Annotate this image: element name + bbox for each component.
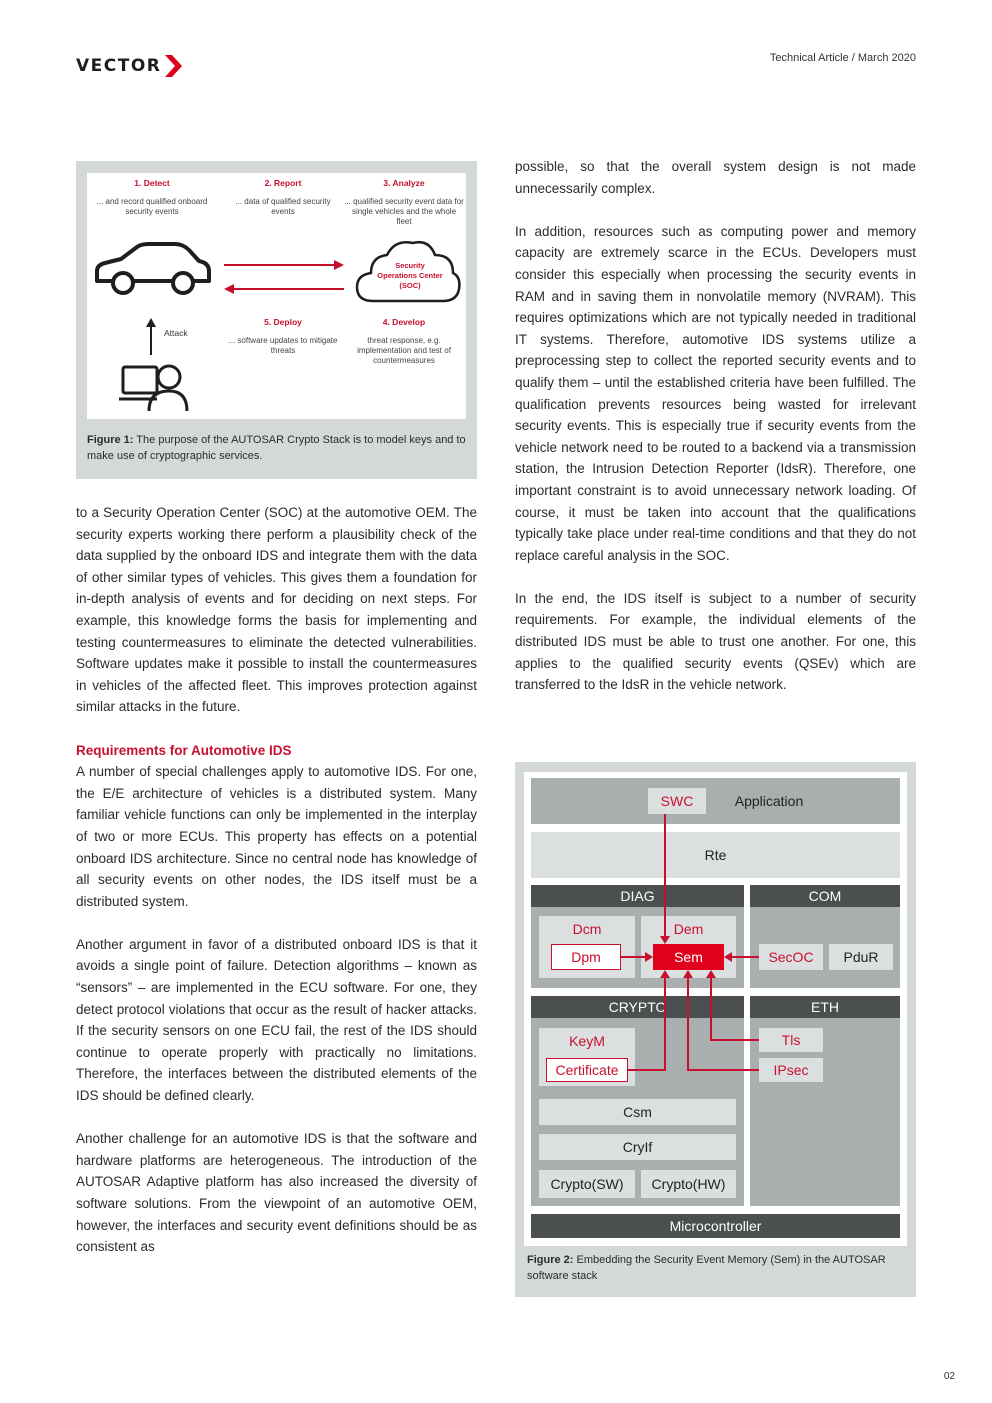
- diag-header: DIAG: [531, 885, 744, 907]
- vector-logo: [76, 54, 183, 78]
- certificate-block: Certificate: [546, 1058, 628, 1082]
- autosar-stack-diagram: [524, 772, 907, 1246]
- step-detect-title: 1. Detect: [134, 178, 170, 188]
- figure-2: [515, 762, 916, 1297]
- ipsec-block: IPsec: [759, 1058, 823, 1082]
- left-column: [76, 502, 477, 1258]
- figure-2-caption-text: Embedding the Security Event Memory (Sem) in the AUTOSAR software stack: [527, 1254, 886, 1282]
- cryif-block: CryIf: [539, 1134, 736, 1160]
- logo-arrow-icon: [163, 54, 183, 78]
- left-paragraph-1: to a Security Operation Center (SOC) at the automotive OEM. The security experts working there perform a plausibility check of the data supplied by the onboard IDS and integrate them with the data of other similar types of vehicles. This gives them a foundation for in-depth analysis of events and for deciding on next steps. For example, this knowledge forms the basis for implementing and testing countermeasures to eliminate the detected vulnerabilities. Software updates make it possible to install the countermeasures in vehicles of the affected fleet. This improves protection against similar attacks in the future.: [76, 505, 477, 715]
- figure-1-caption: [87, 432, 466, 464]
- secoc-block: SecOC: [759, 944, 823, 970]
- article-info: Technical Article / March 2020: [769, 52, 916, 64]
- rte-block: Rte: [531, 832, 900, 878]
- report-arrow-icon: [222, 259, 346, 271]
- attack-label: Attack: [164, 328, 188, 338]
- left-paragraph-3: Another argument in favor of a distributed onboard IDS is that it avoids a single point of failure. Detection algorithms – known as “sensors” – are implemented in the ECU software. For one, they detect protocol violations that occur as the result of hacker attacks. If the security sensors on one ECU fail, the rest of the IDS should continue to operate properly with practically no limitations. Therefore, the interfaces between the distributed elements of the IDS should be defined clearly.: [76, 936, 477, 1104]
- right-column: [515, 156, 916, 696]
- figure-2-caption: [527, 1252, 897, 1284]
- step-develop-title: 4. Develop: [382, 317, 426, 327]
- step-develop-desc: threat response, e.g. implementation and test of countermeasures: [357, 336, 451, 365]
- left-paragraph-2: A number of special challenges apply to automotive IDS. For one, the E/E architecture of vehicles is a distributed system. Many familiar vehicle functions can only be implemented in the interplay of two or more ECUs. This property has effects on a potential onboard IDS architecture. Since no central node has knowledge of all security events on other nodes, the IDS itself must be a distributed system.: [76, 764, 477, 909]
- soc-label: Security Operations Center (SOC): [377, 261, 443, 290]
- crypto-sw-block: Crypto(SW): [539, 1170, 635, 1198]
- com-header: COM: [750, 885, 900, 907]
- figure-1-caption-label: Figure 1:: [87, 434, 134, 446]
- attack-arrow-icon: [145, 317, 157, 357]
- step-deploy-desc: ... software updates to mitigate threats: [228, 336, 338, 355]
- pdur-block: PduR: [829, 944, 893, 970]
- step-report-desc: ... data of qualified security events: [235, 197, 331, 216]
- dem-label: Dem: [673, 921, 704, 937]
- deploy-arrow-icon: [222, 283, 346, 295]
- eth-header: ETH: [750, 996, 900, 1018]
- step-report-title: 2. Report: [264, 178, 302, 188]
- figure-1-diagram: [87, 173, 466, 419]
- figure-2-caption-label: Figure 2:: [527, 1254, 574, 1266]
- right-paragraph-2: In addition, resources such as computing power and memory capacity are extremely scarce in the ECUs. Developers must consider this especially when processing the security events in RAM and in saving them in nonvolatile memory (NVRAM). This requires optimizations which are not typically needed in traditional IT systems. Therefore, automotive IDS systems utilize a preprocessing step to collect the reported security events and to qualify them – until the established criteria have been fulfilled. The qualification prevents resources being wasted for irrelevant security events. This is especially true if security events from the vehicle network need to be routed to a backend via a transmission station, the Intrusion Detection Reporter (IdsR). Therefore, one important constraint is to avoid unnecessary network loading. Of course, it must be taken into account that the qualifications typically take place under real-time conditions and that they do not replace careful analysis in the SOC.: [515, 223, 916, 563]
- keym-label: KeyM: [569, 1033, 605, 1049]
- application-label: Application: [734, 793, 804, 809]
- sem-block: Sem: [653, 944, 724, 970]
- left-paragraph-4: Another challenge for an automotive IDS is that the software and hardware platforms are heterogeneous. The introduction of the AUTOSAR Adaptive platform has also increased the diversity of software solutions. From the viewpoint of an automotive OEM, however, the interfaces and security event definitions should be as consistent as: [76, 1131, 477, 1255]
- tls-block: Tls: [759, 1028, 823, 1052]
- csm-block: Csm: [539, 1099, 736, 1125]
- step-detect-desc: ... and record qualified onboard security events: [96, 197, 208, 216]
- hacker-icon: [117, 361, 191, 413]
- figure-1: [76, 161, 477, 479]
- dcm-label: Dcm: [572, 921, 602, 937]
- page-number: 02: [943, 1371, 955, 1382]
- swc-block: SWC: [648, 788, 706, 814]
- microcontroller-block: Microcontroller: [531, 1214, 900, 1238]
- dpm-block: Dpm: [551, 944, 621, 970]
- right-paragraph-3: In the end, the IDS itself is subject to a number of security requirements. For example, the individual elements of the distributed IDS must be able to trust one another. For one, this applies to the qualified security events (QSEv) which are transferred to the IdsR in the vehicle network.: [515, 590, 916, 693]
- step-analyze-title: 3. Analyze: [383, 178, 425, 188]
- section-heading: Requirements for Automotive IDS: [76, 742, 292, 758]
- step-analyze-desc: ... qualified security event data for single vehicles and the whole fleet: [344, 197, 464, 226]
- crypto-header: CRYPTO: [531, 996, 744, 1018]
- crypto-hw-block: Crypto(HW): [641, 1170, 736, 1198]
- figure-1-caption-text: The purpose of the AUTOSAR Crypto Stack is to model keys and to make use of cryptographic services.: [87, 434, 466, 462]
- logo-text: VECTOR: [76, 56, 162, 76]
- step-deploy-title: 5. Deploy: [264, 317, 302, 327]
- car-icon: [91, 241, 215, 297]
- right-paragraph-1: possible, so that the overall system design is not made unnecessarily complex.: [515, 159, 916, 196]
- sem-connection-arrows: [524, 772, 907, 1246]
